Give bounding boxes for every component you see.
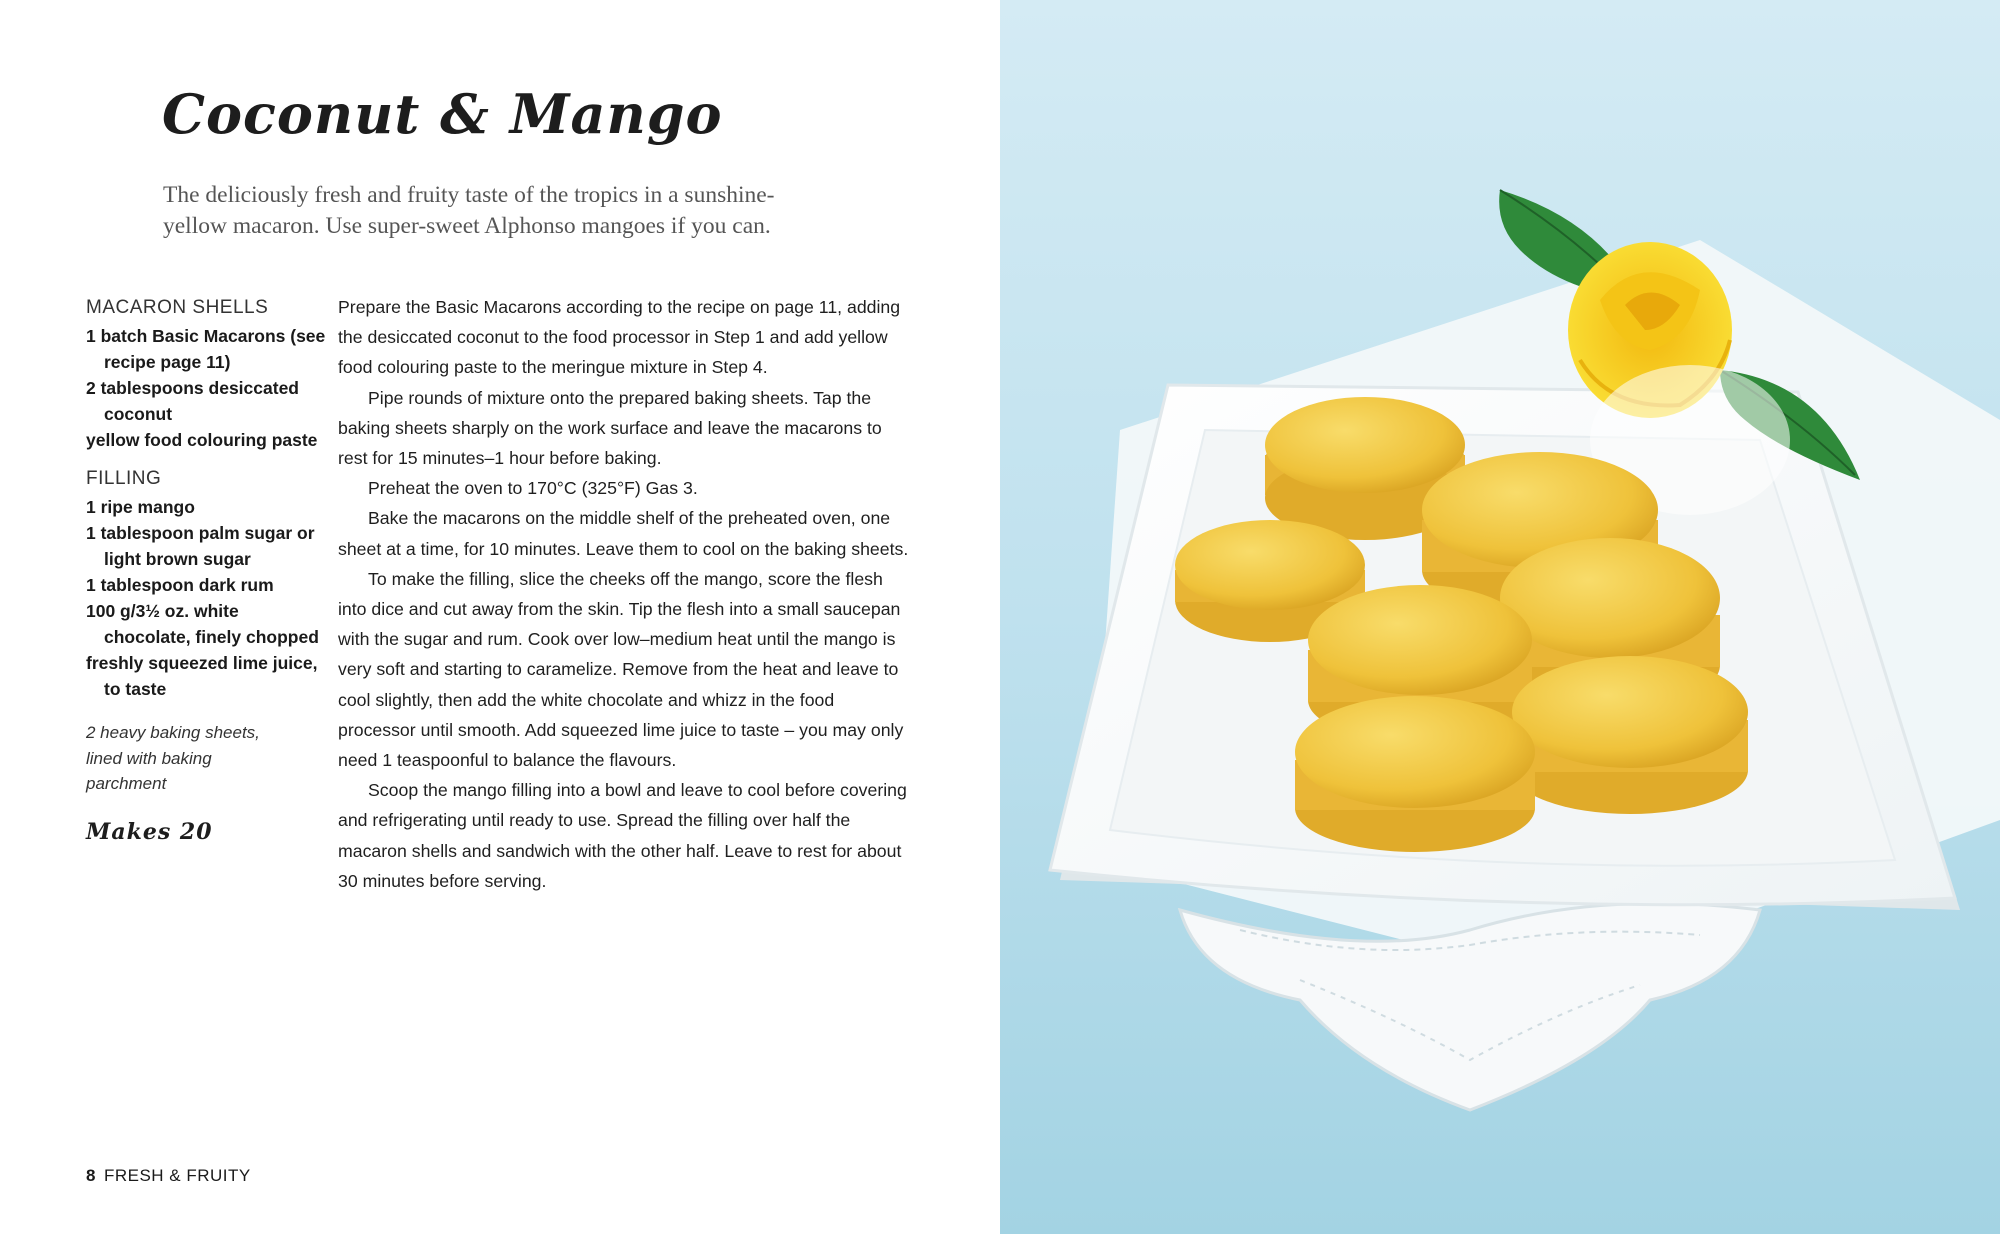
ingredient-item: yellow food colouring paste — [86, 430, 318, 450]
ingredient-item: 1 tablespoon palm sugar or light brown sugar — [86, 523, 315, 569]
ingredient-item: 100 g/3½ oz. white chocolate, finely chopped — [86, 601, 319, 647]
yield-label: Makes 20 — [86, 818, 213, 845]
macaron — [1295, 696, 1535, 852]
method-paragraph: Preheat the oven to 170°C (325°F) Gas 3. — [368, 478, 698, 499]
ingredient-item: 1 tablespoon dark rum — [86, 575, 274, 595]
filling-list — [86, 494, 326, 702]
section-name: FRESH & FRUITY — [103, 1166, 251, 1185]
macaron-photo — [1000, 0, 2000, 1234]
filling-heading: FILLING — [86, 468, 162, 489]
method-paragraph: To make the filling, slice the cheeks off the mango, score the flesh into dice and cut away from the skin. Tip the flesh into a small saucepan with the sugar and rum. Cook over low–medium heat until the mango is very soft and starting to caramelize. Remove from the heat and leave to cool slightly, then add the white chocolate and whizz in the food processor until smooth. Add squeezed lime juice to taste – you may only need 1 teaspoonful to balance the flavours. — [338, 568, 904, 771]
method-paragraph: Pipe rounds of mixture onto the prepared baking sheets. Tap the baking sheets sharply on the work surface and leave the macarons to rest for 15 minutes–1 hour before baking. — [338, 387, 882, 469]
method-paragraph: Bake the macarons on the middle shelf of the preheated oven, one sheet at a time, for 10 minutes. Leave them to cool on the baking sheets. — [338, 508, 909, 559]
shells-list — [86, 323, 326, 453]
method-column — [338, 292, 914, 896]
page-number: 8 — [86, 1166, 96, 1185]
equipment-note: 2 heavy baking sheets, lined with baking parchment — [86, 723, 260, 793]
recipe-intro: The deliciously fresh and fruity taste of the tropics in a sunshine-yellow macaron. Use super-sweet Alphonso mangoes if you can. — [163, 182, 775, 239]
shells-heading: MACARON SHELLS — [86, 297, 269, 318]
ingredient-item: 1 batch Basic Macarons (see recipe page 11) — [86, 326, 326, 372]
ingredient-item: 2 tablespoons desiccated coconut — [86, 378, 299, 424]
ingredient-item: freshly squeezed lime juice, to taste — [86, 653, 318, 699]
page-footer — [86, 1166, 251, 1186]
photo-illustration — [1000, 0, 2000, 1234]
method-paragraph: Prepare the Basic Macarons according to the recipe on page 11, adding the desiccated coconut to the food processor in Step 1 and add yellow food colouring paste to the meringue mixture in Step 4. — [338, 297, 901, 378]
ingredient-item: 1 ripe mango — [86, 497, 195, 517]
method-paragraph: Scoop the mango filling into a bowl and leave to cool before covering and refrigerating until ready to use. Spread the filling over half the macaron shells and sandwich with the other half. Leave to rest for about 30 minutes before serving. — [338, 780, 907, 891]
ingredients-column — [86, 296, 326, 845]
macaron — [1512, 656, 1748, 814]
recipe-title: Coconut & Mango — [162, 82, 723, 146]
